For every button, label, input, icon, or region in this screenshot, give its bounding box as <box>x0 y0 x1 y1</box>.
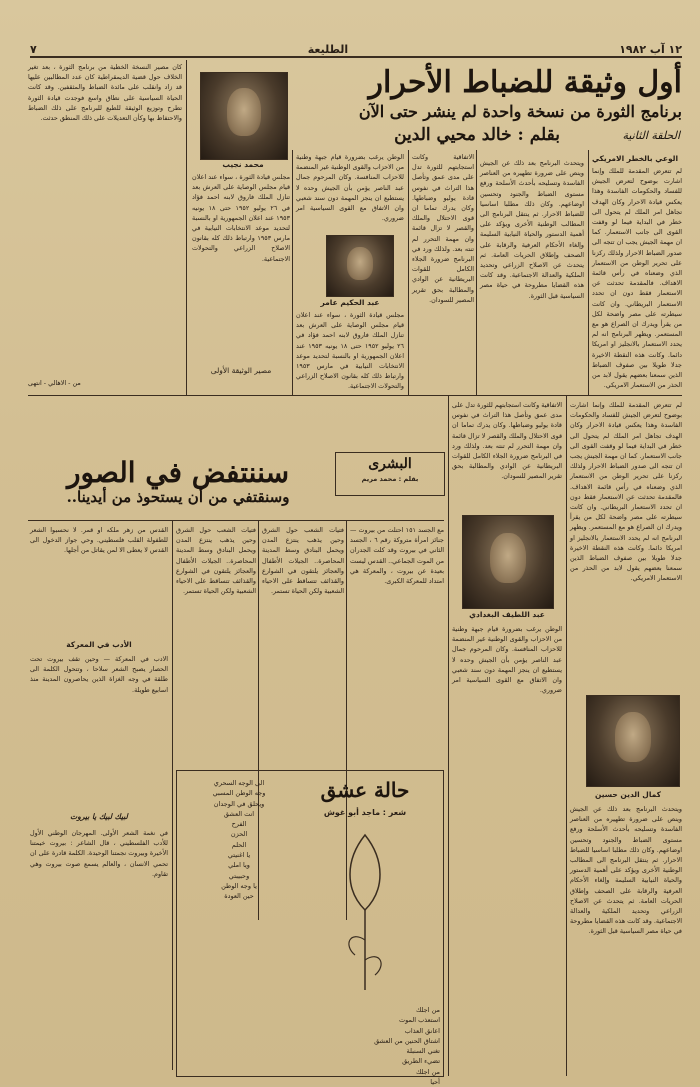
feature-col-c: فتيات الشعب حول الشرق وحين يذهب ينتزع المدن ويحمل البنادق وسط المدينة المحاصرة.. الجيلات الأطفال والعجائز يلتقون في الشوارع والقذائف تتساقط على الاحياء الشعبية ولكن الحياة تستمر. <box>176 526 256 596</box>
page-number: ٧ <box>30 43 37 56</box>
byline: بقلم : خالد محيي الدين <box>394 125 560 145</box>
photo-baghdadi <box>462 515 554 609</box>
subhead-mid: مصير الوثيقة الأولى <box>210 366 272 375</box>
page-header <box>30 34 682 58</box>
article-col-8: ويتحدث البرنامج بعد ذلك عن الجيش وينص على ضرورة تطهيره من العناصر الفاسدة وتسليحه بأحدث الأسلحة ورفع مستوى الضباط والجنود وتحسين اوضاعهم. وكان ذلك مطلبا اساسيا للضباط الاحرار. ثم ينتقل البرنامج الى المطالب الوطنية الأخرى ويؤكد على أهمية الدستور والحياة النيابية السليمة وإلغاء الأحكام العرفية والرقابة على الصحف وإطلاق الحريات العامة. ثم يتحدث عن الاصلاح الزراعي وتحديد الملكية والعدالة الاجتماعية. وقد كانت هذه القضايا مطروحة في حياة مصر السياسية قبل الثورة. <box>570 805 682 936</box>
poem-col-left: الى الوجه السحري وجه الوطن المسبي ويحلق في الوجدان انت العشق الفرح الحزن الحلم يا اغنيتي ويا املي وحبيبتي يا وجه الوطن حين العودة <box>212 779 266 901</box>
article-col-4b: مجلس قيادة الثورة ، سواء عند اعلان قيام مجلس الوصاية على العرش بعد تنازل الملك فاروق لابنه احمد فؤاد في ٢٦ يوليو ١٩٥٢ حتى ١٨ يونيه ١٩٥٣ عند اعلان الجمهورية او بالنسبة لتحديد موعد الانتخابات النيابية في مارس ١٩٥٣ وارتباط ذلك كله بقانون الاصلاح الزراعي والتحولات الاجتماعية. <box>296 311 404 391</box>
headline-sub: برنامج الثورة من نسخة واحدة لم ينشر حتى الآن <box>358 102 682 121</box>
poem-byline: شعر : ماجد أبو غوش <box>323 808 407 817</box>
photo-amer <box>326 235 394 297</box>
poem-illustration <box>325 830 405 1000</box>
issue-date: ١٢ آب ١٩٨٢ <box>619 43 682 56</box>
feature-col-e: في نغمة الشعر الأولى. المهرجان الوطني الأول للأدب الفلسطيني ، قال الشاعر : بيروت خيمتنا الأخيرة وبيروت نجمتنا الوحيدة. الكلمة قادرة على ان تحمي الانسان ، والعالم يسمع صوت بيروت وهي تقاوم. <box>30 829 168 878</box>
photo-naguib <box>200 72 288 160</box>
caption-baghdadi: عبد اللطيف البغدادي <box>469 610 545 619</box>
feature-col-a: مع الجسد ١٥١ احتلت من بيروت — جنائز امرأة متروكة رقم ٦ ، الجسد الثاني في بيروت وقد كلت الجدران من الموت الجماعي.. القدس ليست بعيدة عن بيروت ، والمعركة هي امتداد للمعركة الكبرى. <box>350 526 444 586</box>
headline: أول وثيقة للضباط الأحرار <box>368 65 682 100</box>
article-col-4: الوطن يرغب بضرورة قيام جبهة وطنية من الاحزاب والقوى الوطنية غير المنضمة للاحزاب المنافسة. وكان المرحوم جمال عبد الناصر يؤمن بأن الجيش وحده لا يستطيع ان ينجز المهمة دون سند شعبي وان الاتفاق مع القوى السياسية امر ضروري. <box>296 153 404 223</box>
feature-subhead-e: الأدب في المعركة <box>66 640 132 649</box>
badge-byline: بقلم : محمد مريم <box>361 475 419 483</box>
feature-col-d2: الادب في المعركة — وحين تقف بيروت تحت الحصار يصبح الشعر سلاحا ، وتتحول الكلمة الى طلقة في وجه الغزاة الذين يحاصرون المدينة منذ اسابيع طويلة. <box>30 655 168 694</box>
article-col-3: الاتفاقية وكانت استجابتهم للثورة تدل على مدى عمق وتأصل هذا التراث في نفوس قادة يوليو وضباطها. وكان يدرك تماما ان قوى الاحتلال والملك والقصر لا تزال قائمة وان مهمة التحرر لم تنته بعد. ولذلك ورد في البرنامج ضرورة الجلاء الكامل للقوات البريطانية عن الوادي والمطالبة بحق تقرير المصير للسودان. <box>412 153 474 304</box>
continued-note: من - الاهالي - انتهى <box>28 379 81 387</box>
caption-amer: عبد الحكيم عامر <box>320 298 380 307</box>
article-col-1: لم تتعرض المقدمة للملك وإنما اشارت بوضوح لتعرض الجيش للفساد والحكومات الفاسدة وهذا يعكس قيادة الاحرار وكان الهدف تجاهل امر الملك لم يتحول الى خطر في البداية فيما لو وقفت القوى الى جانب الاستعمار. كما ان مهمة الجيش يجب ان تتجه الى صدور الضباط الاحرار ولذلك ركزنا على تحرير الوطن من الاستعمار الذي وضعناه في رأس قائمة الاهداف. فالمقدمة تحدثت عن الاستعمار فقط دون ان تحدد الاستعمار البريطاني. وان كانت سيطرته على مصر واضحة لكل من يقرأ ويدرك ان الصراع هو مع المستعمر. ويظهر البرنامج انه لم يحدد الاستعمار بالانجليز او امريكا دائما. وكانت هذه النقطة الاخيرة جدلا طويلا بين صفوف الضباط الذين سمعنا بعضهم يقول لابد من الحذر من الاستعمار الامريكي. <box>592 167 682 390</box>
feature-col-d: القدس من زهر ملكه او قمر. لا نحسبوا الشعر للطفولة القلب فلسطيني. وحي جواز الدخول الى القدس لا يعطى الا لمن يقاتل من أجلها. <box>30 526 168 555</box>
poem-title: حالة عشق <box>320 778 410 802</box>
article-col-7: لم تتعرض المقدمة للملك وإنما اشارت بوضوح لتعرض الجيش للفساد والحكومات الفاسدة وهذا يعكس قيادة الاحرار وكان الهدف تجاهل امر الملك لم يتحول الى خطر في البداية فيما لو وقفت القوى الى جانب الاستعمار. كما ان مهمة الجيش يجب ان تتجه الى صدور الضباط الاحرار ولذلك ركزنا على تحرير الوطن من الاستعمار الذي وضعناه في رأس قائمة الاهداف. فالمقدمة تحدثت عن الاستعمار فقط دون ان تحدد الاستعمار البريطاني. وان كانت سيطرته على مصر واضحة لكل من يقرأ ويدرك ان الصراع هو مع المستعمر. ويظهر البرنامج انه لم يحدد الاستعمار بالانجليز او امريكا دائما. وكانت هذه النقطة الاخيرة جدلا طويلا بين صفوف الضباط الذين سمعنا بعضهم يقول لابد من الحذر من الاستعمار الامريكي. <box>570 401 682 583</box>
caption-naguib: محمد نجيب <box>222 160 264 169</box>
feature-subhead: وسنقتفي من أن يستحوذ من أيدينا.. <box>66 488 290 506</box>
feature-badge <box>335 452 445 496</box>
article-col-2: ويتحدث البرنامج بعد ذلك عن الجيش وينص على ضرورة تطهيره من العناصر الفاسدة وتسليحه بأحدث الأسلحة ورفع مستوى الضباط والجنود وتحسين اوضاعهم. وكان ذلك مطلبا اساسيا للضباط الاحرار. ثم ينتقل البرنامج الى المطالب الوطنية الأخرى ويؤكد على أهمية الدستور والحياة النيابية السليمة وإلغاء الأحكام العرفية والرقابة على الصحف وإطلاق الحريات العامة. ثم يتحدث عن الاصلاح الزراعي وتحديد الملكية والعدالة الاجتماعية. وقد كانت هذه القضايا مطروحة في حياة مصر السياسية قبل الثورة. <box>480 159 584 300</box>
article-col-6: كان مصير النسخة الخطية من برنامج الثورة ، بعد تغير الخلاف حول قضية الديمقراطية كان عدد المطالبين عليها قد زاد وانقلب على مائدة الضباط والمثقفين. وقد كانت الحياة السياسية على نطاق واسع فوجدت قيادة الثورة تطرح وتوزيع الوثيقة للطبع للبرنامج على ذلك الضباط والاحتفاظ بها وكأن التعديلات على ذلك المنطق حدثت. <box>28 63 182 123</box>
feature-col-b: فتيات الشعب حول الشرق وحين يذهب ينتزع المدن ويحمل البنادق وسط المدينة المحاصرة.. الجيلات الأطفال والعجائز يلتقون في الشوارع والقذائف تتساقط على الاحياء الشعبية ولكن الحياة تستمر. <box>262 526 344 596</box>
poem-col-right: من اجلك استعذب الموت اعانق العذاب اشتاق الحنين من العشق تغني السنبلة تضيء الطريق من اجلك أحيا <box>374 1006 440 1087</box>
article-col-10: الوطن يرغب بضرورة قيام جبهة وطنية من الاحزاب والقوى الوطنية غير المنضمة للاحزاب المنافسة. وكان المرحوم جمال عبد الناصر يؤمن بأن الجيش وحده لا يستطيع ان ينجز المهمة دون سند شعبي وان الاتفاق مع القوى السياسية امر ضروري. <box>452 625 562 695</box>
photo-kamal <box>586 695 680 787</box>
feature-subline: لبيك لبيك يا بيروت <box>70 812 128 821</box>
article-col-9: الاتفاقية وكانت استجابتهم للثورة تدل على مدى عمق وتأصل هذا التراث في نفوس قادة يوليو وضباطها. وكان يدرك تماما ان قوى الاحتلال والملك والقصر لا تزال قائمة وان مهمة التحرر لم تنته بعد. ولذلك ورد في البرنامج ضرورة الجلاء الكامل للقوات البريطانية عن الوادي والمطالبة بحق تقرير المصير للسودان. <box>452 401 562 481</box>
subhead-right: الوعي بالخطر الامريكي <box>591 154 679 163</box>
article-col-5: مجلس قيادة الثورة ، سواء عند اعلان قيام مجلس الوصاية على العرش بعد تنازل الملك فاروق لابنه احمد فؤاد في ٢٦ يوليو ١٩٥٢ حتى ١٨ يونيه ١٩٥٣ عند اعلان الجمهورية او بالنسبة لتحديد موعد الانتخابات النيابية في مارس ١٩٥٣ وارتباط ذلك كله بقانون الاصلاح الزراعي والتحولات الاجتماعية. <box>192 173 290 263</box>
section-name: الطليعة <box>307 43 349 56</box>
caption-kamal: كمال الدين حسين <box>594 790 662 799</box>
badge-title: البشرى <box>368 456 412 472</box>
part-label: الحلقة الثانية <box>622 129 680 142</box>
feature-headline: سننتفض في الصور <box>66 456 290 489</box>
